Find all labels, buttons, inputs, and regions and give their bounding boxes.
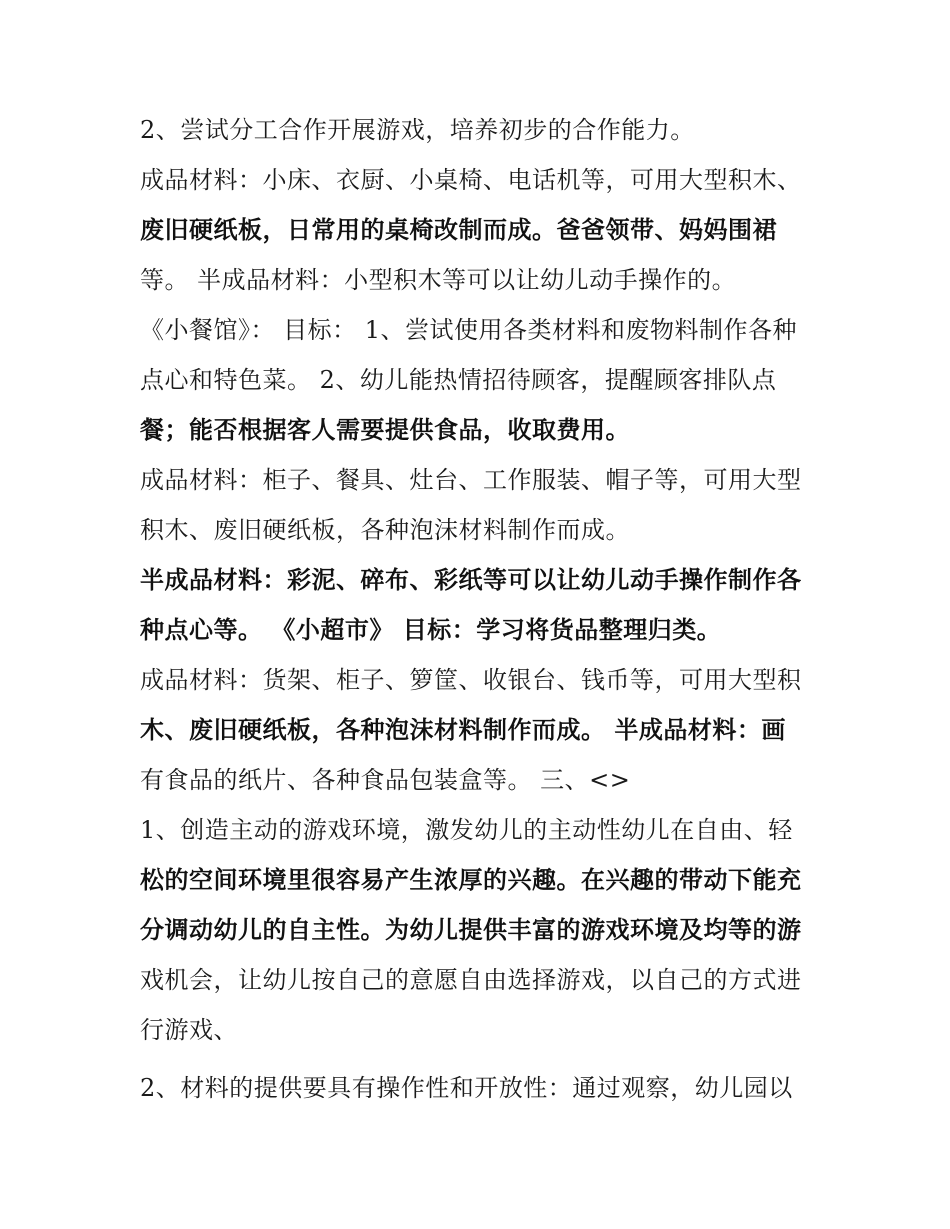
text-line: 种点心等。 《小超市》 目标：学习将货品整理归类。 xyxy=(140,616,722,644)
text-line: 等。 半成品材料：小型积木等可以让幼儿动手操作的。 xyxy=(140,266,737,294)
text-line: 《小餐馆》： 目标： 1、尝试使用各类材料和废物料制作各种 xyxy=(140,316,798,344)
text-line: 木、废旧硬纸板，各种泡沫材料制作而成。 半成品材料：画 xyxy=(140,716,786,744)
text-line: 行游戏、 xyxy=(140,1016,238,1044)
text-line: 成品材料：小床、衣厨、小桌椅、电话机等，可用大型积木、 xyxy=(140,166,802,194)
text-line: 餐；能否根据客人需要提供食品，收取费用。 xyxy=(140,416,630,444)
text-line: 成品材料：柜子、餐具、灶台、工作服装、帽子等，可用大型 xyxy=(140,466,802,494)
text-line: 成品材料：货架、柜子、箩筐、收银台、钱币等，可用大型积 xyxy=(140,666,802,694)
text-line: 松的空间环境里很容易产生浓厚的兴趣。在兴趣的带动下能充 xyxy=(140,866,802,894)
text-line: 2、材料的提供要具有操作性和开放性：通过观察，幼儿园以 xyxy=(140,1074,793,1102)
text-line: 积木、废旧硬纸板，各种泡沫材料制作而成。 xyxy=(140,516,630,544)
text-line: 点心和特色菜。 2、幼儿能热情招待顾客，提醒顾客排队点 xyxy=(140,366,777,394)
text-line: 戏机会，让幼儿按自己的意愿自由选择游戏，以自己的方式进 xyxy=(140,966,802,994)
text-line: 废旧硬纸板，日常用的桌椅改制而成。爸爸领带、妈妈围裙 xyxy=(140,216,777,244)
text-line: 1、创造主动的游戏环境，激发幼儿的主动性幼儿在自由、轻 xyxy=(140,816,793,844)
text-line: 半成品材料：彩泥、碎布、彩纸等可以让幼儿动手操作制作各 xyxy=(140,566,802,594)
text-line: 分调动幼儿的自主性。为幼儿提供丰富的游戏环境及均等的游 xyxy=(140,916,802,944)
text-line: 2、尝试分工合作开展游戏，培养初步的合作能力。 xyxy=(140,116,695,144)
text-line: 有食品的纸片、各种食品包装盒等。 三、<> xyxy=(140,766,631,794)
